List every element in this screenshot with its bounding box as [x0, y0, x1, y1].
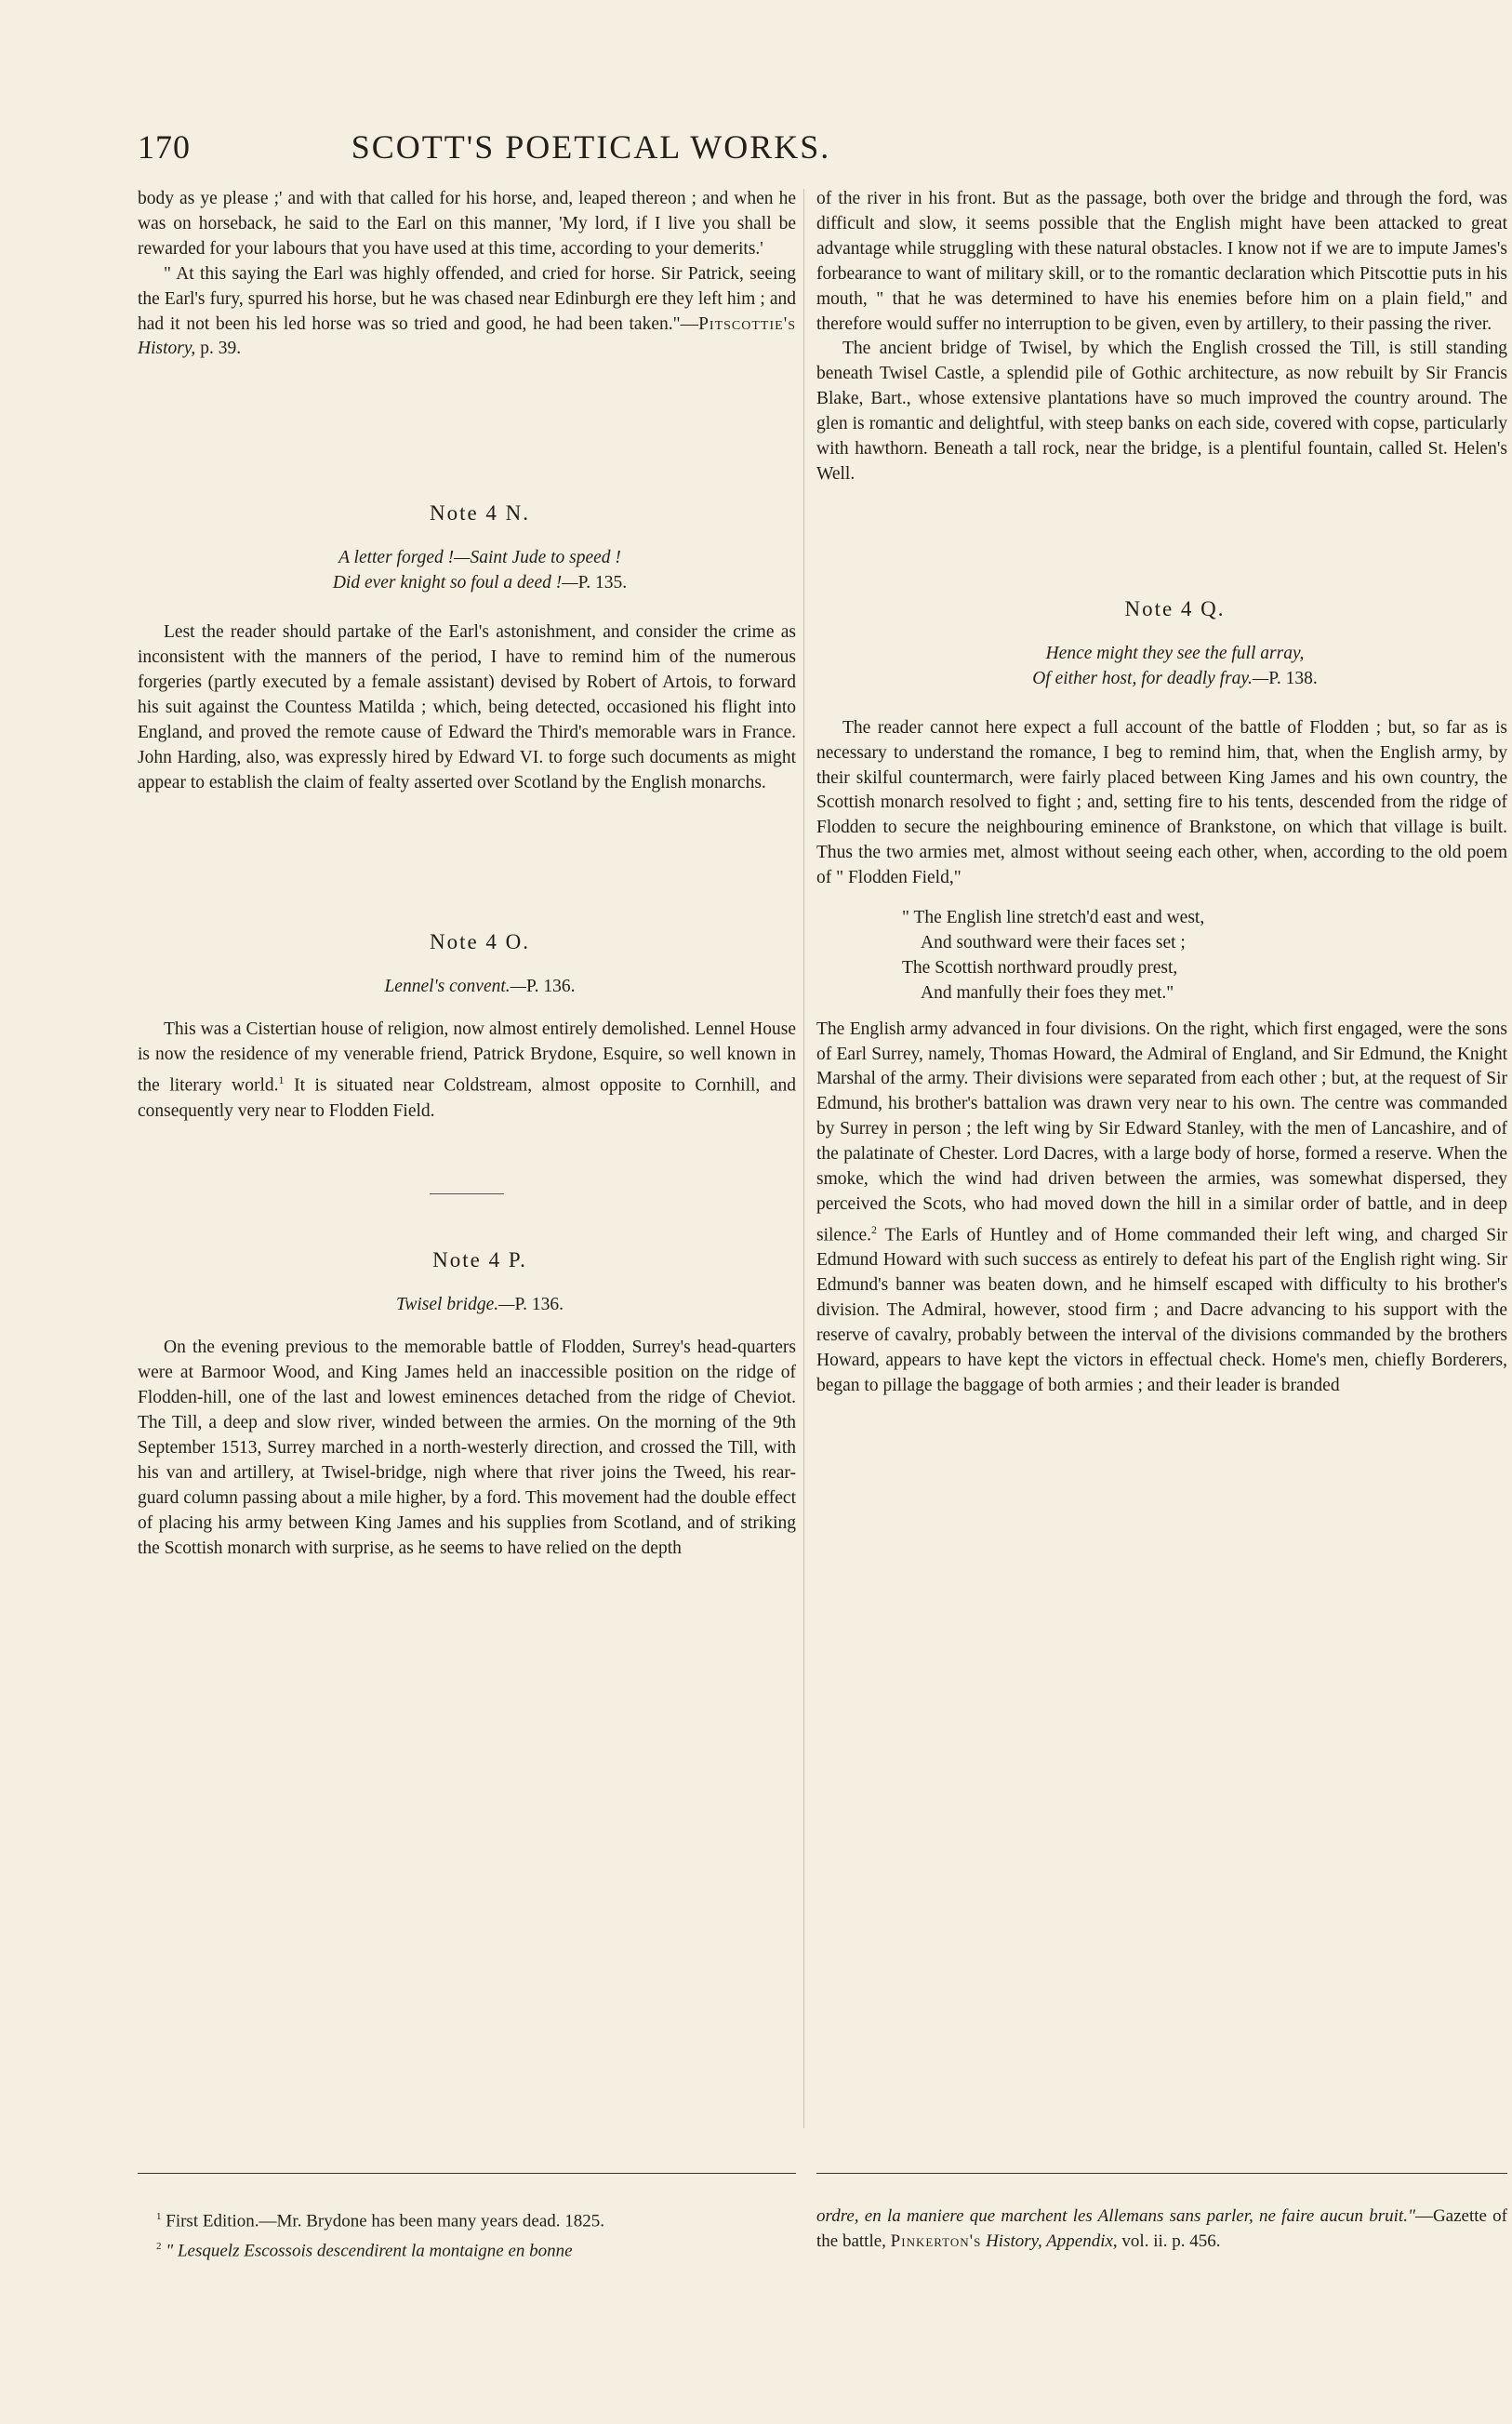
footnote-rule — [138, 2173, 796, 2174]
work-title: History, — [138, 339, 196, 359]
paragraph: The ancient bridge of Twisel, by which the English crossed the Till, is still standing beneath Twisel Castle, a splendid pile of Gothic architecture, as now rebuilt by Sir Francis Blake, Bart., whose extensive plantations have so much improved the country around. The glen is romantic and delightful, with steep banks on each side, covered with copse, particularly with hawthorn. Beneath a tall rock, near the bridge, is a plentiful fountain, called St. Helen's Well. — [816, 339, 1507, 484]
footnotes-left — [138, 2204, 796, 2264]
page-header — [138, 127, 1044, 167]
paragraph: Lest the reader should partake of the Earl's astonishment, and consider the crime as inconsistent with the manners of the period, I have to remind him of the numerous forgeries (partly executed by a female assistant) devised by Robert of Artois, to forward his suit against the Countess Matilda ; which, being detected, occasioned his flight into England, and proved the remote cause of Edward the Third's memorable wars in France. John Harding, also, was expressly hired by Edward VI. to forge such documents as might appear to establish the claim of fealty asserted over Scotland by the English monarchs. — [138, 622, 796, 792]
verse-quote — [816, 906, 1507, 1006]
footnote-rule — [816, 2173, 1507, 2174]
verse-line: " The English line stretch'd east and west, — [902, 908, 1205, 928]
note-citation: Did ever knight so foul a deed !—P. 135. — [332, 573, 628, 593]
note-citation: Twisel bridge.—P. 136. — [395, 1294, 564, 1314]
note-citation: A letter forged !—Saint Jude to speed ! — [338, 548, 621, 568]
note-citation: Hence might they see the full array, — [1045, 643, 1305, 663]
paragraph: This was a Cistertian house of religion, now almost entirely demolished. Lennel House is now the residence of my venerable friend, Patrick Brydone, Esquire, so well known in the literary world.$^1$ It is situated near Coldstream, almost opposite to Cornhill, and consequently very near to Flodden Field. — [138, 1019, 796, 1121]
author-name: Pitscottie's — [698, 313, 796, 334]
paragraph: The reader cannot here expect a full account of the battle of Flodden ; but, so far as is necessary to understand the romance, I beg to remind him, that, when the English army, by their skilful countermarch, were fairly placed between King James and his own country, the Scottish monarch resolved to fight ; and, setting fire to his tents, descended from the ridge of Flodden to secure the neighbouring eminence of Brankstone, on which that village is built. Thus the two armies met, almost without seeing each other, when, according to the old poem of " Flodden Field," — [816, 717, 1507, 888]
footnote: $^2$ " Lesquelz Escossois descendirent la montaigne en bonne — [156, 2240, 573, 2261]
paragraph: " At this saying the Earl was highly offended, and cried for horse. Sir Patrick, seeing the Earl's fury, spurred his horse, but he was chased near Edinburgh ere they left him ; and had it not been his led horse was so tried and good, he had been taken."—Pitscottie's History, p. 39. — [138, 263, 796, 359]
note-heading: Note 4 N. — [429, 501, 531, 526]
note-heading: Note 4 O. — [429, 929, 531, 953]
footnotes-right — [816, 2204, 1507, 2254]
verse-line: The Scottish northward proudly prest, — [902, 957, 1178, 978]
paragraph: The English army advanced in four divisions. On the right, which first engaged, were the sons of Earl Surrey, namely, Thomas Howard, the Admiral of England, and Sir Edmund, the Knight Marshal of the army. Their divisions were separated from each other ; but, at the request of Sir Edmund, his brother's battalion was drawn very near to his own. The centre was commanded by Surrey in person ; the left wing by Sir Edward Stanley, with the men of Lancashire, and of the palatinate of Chester. Lord Dacres, with a large body of horse, formed a reserve. When the smoke, which the wind had driven between the armies, was somewhat dispersed, they perceived the Scots, who had moved down the hill in a similar order of battle, and in deep silence.$^2$ The Earls of Huntley and of Home commanded their left wing, and charged Sir Edmund Howard with such success as entirely to defeat his part of the English right wing. Sir Edmund's banner was beaten down, and he himself escaped with difficulty to his brother's division. The Admiral, however, stood firm ; and Dacre advancing to his support with the reserve of cavalry, probably between the interval of the divisions commanded by the brothers Howard, appears to have kept the victors in effectual check. Home's men, chiefly Borderers, began to pillage the baggage of both armies ; and their leader is branded — [816, 1019, 1507, 1395]
verse-line: And southward were their faces set ; — [921, 932, 1186, 952]
verse-line: And manfully their foes they met." — [921, 982, 1174, 1003]
note-citation: Lennel's convent.—P. 136. — [384, 976, 576, 996]
paragraph: body as ye please ;' and with that called for his horse, and, leaped thereon ; and when he was on horseback, he said to the Earl on this manner, 'My lord, if I live you shall be rewarded for your labours that you have used at this time, according to your demerits.' — [138, 189, 796, 259]
right-column — [816, 187, 1507, 1399]
note-heading: Note 4 P. — [432, 1247, 527, 1272]
footnote: $^1$ First Edition.—Mr. Brydone has been many years dead. 1825. — [156, 2211, 605, 2231]
paragraph: of the river in his front. But as the passage, both over the bridge and through the ford, was difficult and slow, it seems possible that the English might have been attacked to great advantage while struggling with these natural obstacles. I know not if we are to impute James's forbearance to want of military skill, or to the romantic declaration which Pitscottie puts in his mouth, " that he was determined to have his enemies before him on a plain field," and therefore would suffer no interruption to be given, even by artillery, to their passing the river. — [816, 189, 1507, 334]
paragraph: On the evening previous to the memorable battle of Flodden, Surrey's head-quarters were at Barmoor Wood, and King James held an inaccessible position on the ridge of Flodden-hill, one of the last and lowest eminences detached from the ridge of Cheviot. The Till, a deep and slow river, winded between the armies. On the morning of the 9th September 1513, Surrey marched in a north-westerly direction, and crossed the Till, with his van and artillery, at Twisel-bridge, nigh where that river joins the Tweed, his rear-guard column passing about a mile higher, by a ford. This movement had the double effect of placing his army between King James and his supplies from Scotland, and of striking the Scottish monarch with surprise, as he seems to have relied on the depth — [138, 1338, 796, 1558]
page-number: 170 — [138, 128, 191, 166]
running-title: SCOTT'S POETICAL WORKS. — [351, 128, 831, 166]
left-column — [138, 187, 796, 1562]
footnote-mark: 2 — [871, 1222, 878, 1236]
column-divider — [803, 189, 804, 2128]
footnote: ordre, en la maniere que marchent les Allemans sans parler, ne faire aucun bruit."—Gazette of the battle, Pinkerton's History, Appendix, vol. ii. p. 456. — [816, 2206, 1508, 2251]
note-citation: Of either host, for deadly fray.—P. 138. — [1032, 668, 1318, 688]
note-heading: Note 4 Q. — [1124, 596, 1226, 620]
footnote-mark: 1 — [278, 1073, 285, 1087]
